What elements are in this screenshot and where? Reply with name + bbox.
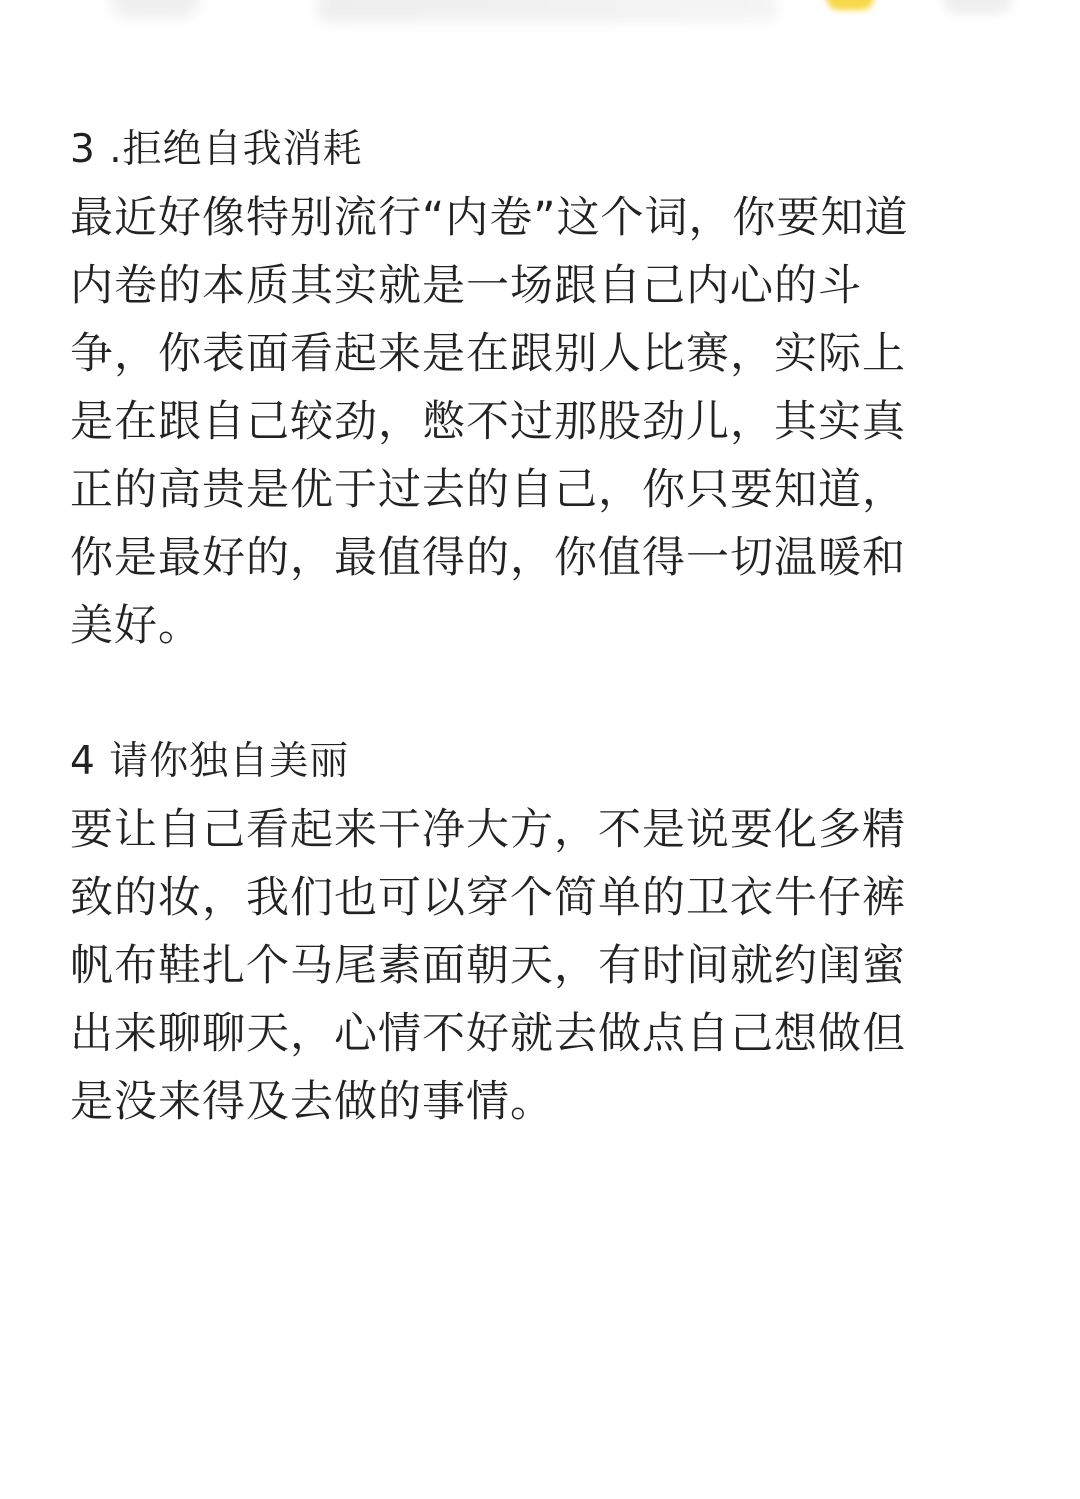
paragraph-line: 出来聊聊天，心情不好就去做点自己想做但 [70, 1009, 906, 1059]
menu-button-blurred[interactable] [942, 0, 1012, 14]
paragraph-line: 你是最好的，最值得的，你值得一切温暖和 [70, 533, 906, 583]
paragraph-line: 是在跟自己较劲，憋不过那股劲儿，其实真 [70, 397, 906, 447]
paragraph-line: 争，你表面看起来是在跟别人比赛，实际上 [70, 329, 906, 379]
section-3 [70, 116, 1000, 660]
article-content [70, 116, 1000, 1136]
paragraph-line: 致的妆，我们也可以穿个简单的卫衣牛仔裤 [70, 873, 906, 923]
accent-badge-blurred [826, 0, 874, 10]
paragraph-line: 最近好像特别流行“内卷”这个词，你要知道 [70, 193, 909, 243]
paragraph-line: 正的高贵是优于过去的自己，你只要知道， [70, 465, 906, 515]
section-heading: 4 请你独自美丽 [70, 739, 350, 784]
paragraph-line: 帆布鞋扎个马尾素面朝天，有时间就约闺蜜 [70, 941, 906, 991]
back-button-blurred[interactable] [110, 0, 200, 18]
paragraph-line: 美好。 [70, 601, 202, 651]
paragraph-line: 是没来得及去做的事情。 [70, 1077, 554, 1127]
paragraph-line: 要让自己看起来干净大方，不是说要化多精 [70, 805, 906, 855]
top-bar-blurred [0, 0, 1080, 60]
section-heading: 3 .拒绝自我消耗 [70, 127, 363, 172]
paragraph-line: 内卷的本质其实就是一场跟自己内心的斗 [70, 261, 862, 311]
section-paragraph [70, 184, 1000, 660]
section-paragraph [70, 796, 1000, 1136]
section-4 [70, 728, 1000, 1136]
title-blurred [318, 0, 778, 22]
